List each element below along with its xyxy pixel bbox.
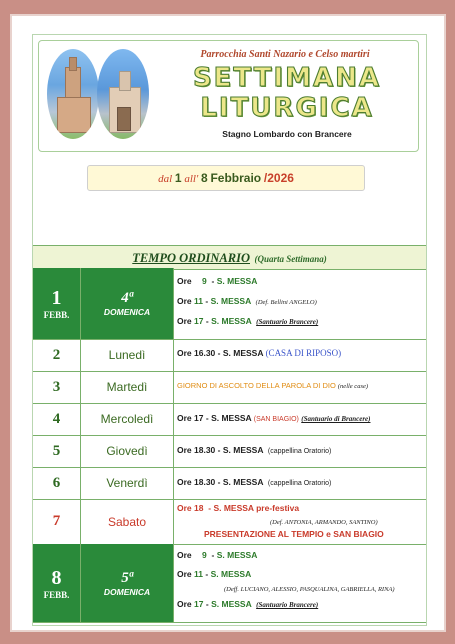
event-line: Ore 9 - S. MESSA [177, 550, 258, 560]
title-line-1: SETTIMANA [192, 63, 382, 93]
table-row [33, 403, 426, 436]
event-note: (Def. ANTONIA, ARMANDO, SANTINO) [270, 519, 378, 526]
table-row [33, 371, 426, 404]
sunday-ordinal: 5ª [121, 569, 133, 586]
event-line: Ore 9 - S. MESSA [177, 276, 258, 286]
event-line: Ore 17 - S. MESSA (SAN BIAGIO) (Santuario di Brancere) [177, 413, 371, 423]
day-number-cell [33, 268, 81, 339]
day-name-cell [81, 544, 174, 622]
date-from-prefix: dal [158, 173, 173, 185]
event-line: Ore 18.30 - S. MESSA (cappellina Oratorio) [177, 477, 332, 487]
event-extra: PRESENTAZIONE AL TEMPIO e SAN BIAGIO [204, 529, 384, 539]
day-number: 6 [52, 474, 61, 491]
event-line: Ore 18 - S. MESSA pre-festiva [177, 503, 300, 513]
date-range-banner [87, 165, 365, 191]
church-photos [47, 49, 147, 145]
day-name: DOMENICA [103, 586, 151, 597]
events-cell [174, 268, 426, 339]
table-row [33, 499, 426, 545]
church-photo-left [47, 49, 99, 139]
bulletin-sheet [12, 16, 444, 630]
day-number: 8 [51, 566, 62, 589]
day-number: 2 [52, 346, 61, 363]
event-line: Ore 17 - S. MESSA (Santuario Brancere) [177, 599, 319, 609]
day-name: Mercoledì [100, 412, 154, 426]
day-number: 3 [52, 378, 61, 395]
day-name: Sabato [107, 514, 147, 529]
table-row [33, 435, 426, 468]
table-row [33, 467, 426, 500]
day-name: Lunedì [108, 348, 146, 362]
date-to-prefix: all' [184, 173, 199, 185]
day-name: Venerdì [106, 476, 148, 490]
sunday-ordinal: 4ª [121, 290, 133, 306]
church-photo-right [97, 49, 149, 139]
day-name: DOMENICA [103, 307, 151, 317]
bulletin-frame [32, 34, 427, 626]
event-line: Ore 18.30 - S. MESSA (cappellina Oratorio) [177, 445, 332, 455]
parish-name: Parrocchia Santi Nazario e Celso martiri [200, 49, 370, 60]
place-name: Stagno Lombardo con Brancere [222, 129, 352, 139]
date-month: Febbraio [210, 171, 262, 185]
events-cell [174, 544, 426, 622]
day-number: 1 [51, 287, 62, 309]
table-row [33, 544, 426, 623]
title-line-2: LITURGICA [200, 93, 374, 123]
event-line: Ore 11 - S. MESSA (Def. Bellini ANGELO) [177, 296, 317, 306]
event-note: (Deff. LUCIANO, ALESSIO, PASQUALINA, GABRIELLA, RINA) [224, 586, 395, 593]
event-line: Ore 16.30 - S. MESSA (CASA DI RIPOSO) [177, 348, 342, 358]
day-number: 4 [52, 410, 61, 427]
date-year: /2026 [263, 171, 294, 185]
event-line: GIORNO DI ASCOLTO DELLA PAROLA DI DIO (nelle case) [177, 381, 369, 390]
day-name: Martedì [106, 380, 148, 394]
event-line: Ore 11 - S. MESSA [177, 569, 252, 579]
season-header [33, 245, 426, 270]
day-number: 7 [52, 513, 61, 529]
day-name: Giovedì [106, 444, 148, 458]
event-line: Ore 17 - S. MESSA (Santuario Brancere) [177, 316, 319, 326]
header-box [38, 40, 419, 152]
day-name-cell [81, 268, 174, 339]
day-month: FEBB. [43, 589, 70, 600]
table-row [33, 268, 426, 340]
day-number: 5 [52, 442, 61, 459]
season-subtitle: (Quarta Settimana) [254, 254, 327, 264]
day-month: FEBB. [43, 310, 70, 320]
date-to-number: 8 [201, 171, 208, 185]
date-from-number: 1 [174, 171, 182, 185]
season-title: TEMPO ORDINARIO [132, 251, 250, 265]
day-number-cell [33, 544, 81, 622]
table-row [33, 339, 426, 372]
